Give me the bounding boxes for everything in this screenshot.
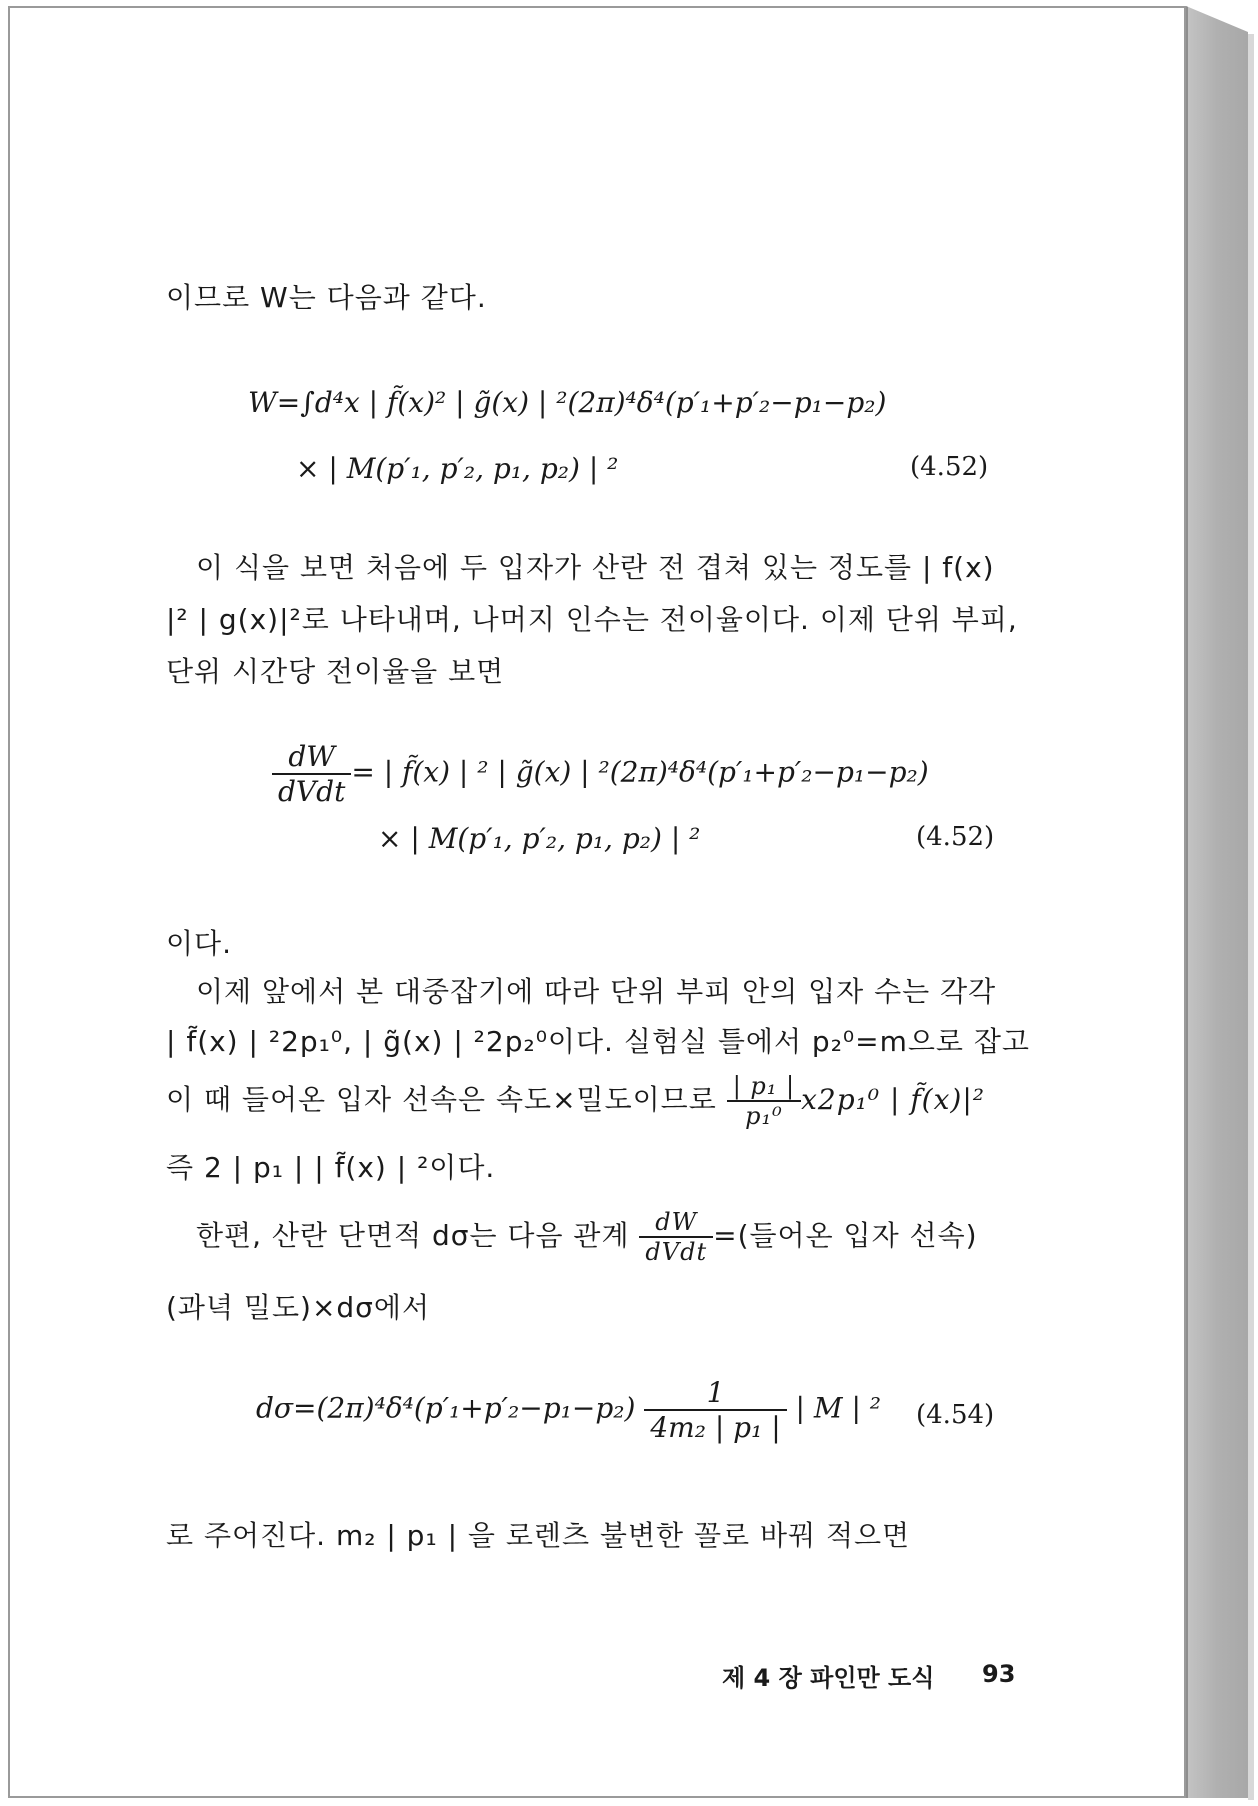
paragraph-line: 이제 앞에서 본 대중잡기에 따라 단위 부피 안의 입자 수는 각각 bbox=[196, 975, 997, 1008]
equation-body: dσ=(2π)⁴δ⁴(p′₁+p′₂−p₁−p₂) bbox=[256, 1391, 636, 1425]
page-edge bbox=[1186, 6, 1248, 1798]
paragraph-line: 로 주어진다. m₂ | p₁ | 을 로렌츠 불변한 꼴로 바꿔 적으면 bbox=[166, 1519, 911, 1552]
paragraph-line: 즉 2 | p₁ | | f̃(x) | ²이다. bbox=[166, 1151, 496, 1184]
paragraph-line: |² | g(x)|²로 나타내며, 나머지 인수는 전이율이다. 이제 단위 부피, bbox=[166, 603, 1018, 636]
equation-4-54 bbox=[256, 1376, 881, 1444]
text-segment: 한편, 산란 단면적 dσ는 다음 관계 bbox=[196, 1219, 630, 1252]
equation-number: (4.54) bbox=[916, 1400, 995, 1430]
fraction-numerator: dW bbox=[639, 1208, 713, 1238]
fraction-numerator: dW bbox=[272, 740, 351, 775]
equation-4-52b-line2: × | M(p′₁, p′₂, p₁, p₂) | ² bbox=[378, 822, 701, 855]
text-segment: =(들어온 입자 선속) bbox=[713, 1219, 978, 1252]
text-segment: 이 때 들어온 입자 선속은 속도×밀도이므로 bbox=[166, 1083, 717, 1116]
paragraph-line: 단위 시간당 전이율을 보면 bbox=[166, 655, 505, 688]
page-edge-shadow bbox=[1248, 34, 1254, 1800]
equation-4-52-line1: W=∫d⁴x | f̃(x)² | g̃(x) | ²(2π)⁴δ⁴(p′₁+p′₂−p₁−p₂) bbox=[248, 386, 887, 419]
paragraph-line: 이 식을 보면 처음에 두 입자가 산란 전 겹쳐 있는 정도를 | f(x) bbox=[196, 551, 995, 584]
equation-body: = | f̃(x) | ² | g̃(x) | ²(2π)⁴δ⁴(p′₁+p′₂−p₁−p₂) bbox=[351, 755, 929, 789]
fraction bbox=[639, 1208, 713, 1266]
fraction-denominator: 4m₂ | p₁ | bbox=[650, 1411, 781, 1444]
fraction-denominator: p₁⁰ bbox=[745, 1102, 783, 1130]
paragraph-line: 이다. bbox=[166, 927, 232, 960]
fraction-numerator: 1 bbox=[644, 1376, 786, 1411]
text-segment: x2p₁⁰ | f̃(x)|² bbox=[801, 1083, 985, 1116]
fraction-denominator: dVdt bbox=[645, 1238, 708, 1266]
running-footer-chapter: 제 4 장 파인만 도식 bbox=[722, 1664, 935, 1692]
fraction bbox=[727, 1072, 801, 1130]
paragraph-line bbox=[196, 1208, 978, 1266]
equation-4-52b-line1 bbox=[272, 740, 929, 808]
paragraph-line: (과녁 밀도)×dσ에서 bbox=[166, 1291, 431, 1324]
equation-body: | M | ² bbox=[786, 1391, 882, 1425]
paragraph-line: | f̃(x) | ²2p₁⁰, | g̃(x) | ²2p₂⁰이다. 실험실 틀에서 p₂⁰=m으로 잡고 bbox=[166, 1025, 1030, 1058]
fraction bbox=[644, 1376, 786, 1444]
fraction-denominator: dVdt bbox=[278, 775, 346, 808]
paragraph-line bbox=[166, 1072, 985, 1130]
page-number: 93 bbox=[982, 1660, 1016, 1688]
fraction-numerator: | p₁ | bbox=[727, 1072, 801, 1102]
equation-4-52-line2: × | M(p′₁, p′₂, p₁, p₂) | ² bbox=[296, 452, 619, 485]
fraction bbox=[272, 740, 351, 808]
equation-number: (4.52) bbox=[910, 452, 989, 482]
paragraph-intro: 이므로 W는 다음과 같다. bbox=[166, 281, 487, 314]
equation-number: (4.52) bbox=[916, 822, 995, 852]
